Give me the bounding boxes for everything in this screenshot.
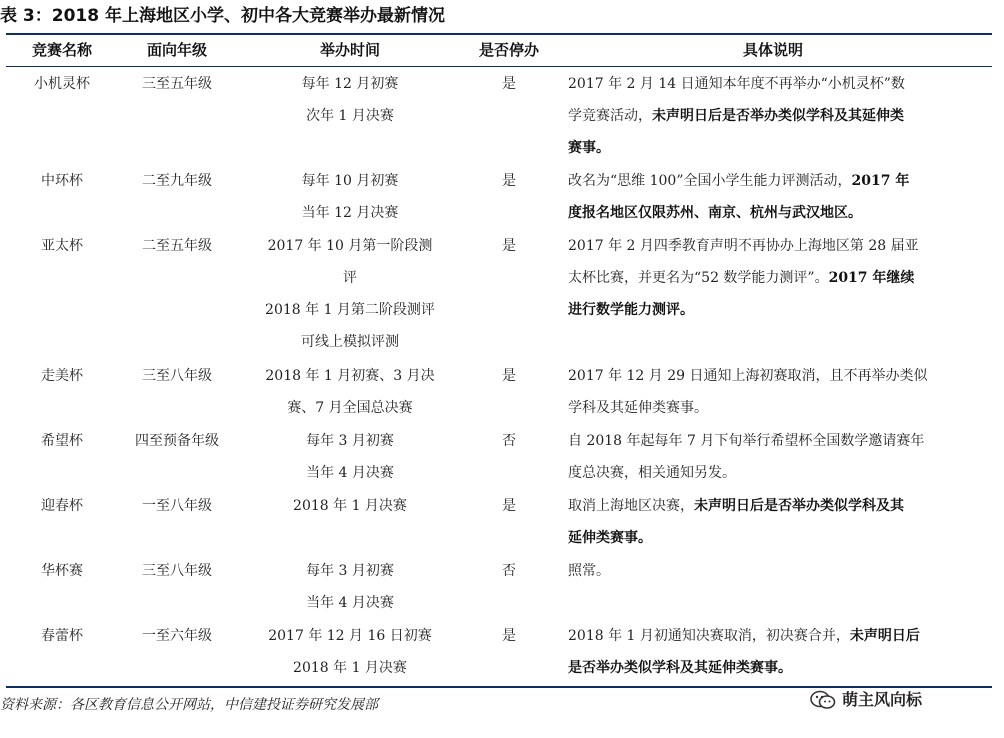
source-note: 资料来源：各区教育信息公开网站，中信建投证券研究发展部 [0, 697, 378, 713]
competition-name: 走美杯 [41, 368, 83, 384]
description-cell [554, 165, 992, 229]
competition-name-cell [6, 490, 118, 522]
description-line [568, 68, 976, 100]
description-text: 改名为“思维 100”全国小学生能力评测活动， [568, 173, 852, 189]
time-line: 次年 1 月决赛 [306, 108, 394, 124]
description-text: 照常。 [568, 563, 610, 579]
description-text: 延伸类赛事。 [568, 530, 652, 546]
grade-value: 一至八年级 [142, 498, 212, 514]
header-competition-name: 竞赛名称 [31, 41, 92, 59]
time-cell [236, 620, 464, 684]
competition-name: 中环杯 [41, 173, 83, 189]
description-line [568, 360, 976, 392]
description-text: 2017 年 2 月 14 日通知本年度不再举办“小机灵杯”数 [568, 76, 905, 92]
time-line: 当年 4 月决赛 [306, 465, 394, 481]
time-line: 2018 年 1 月决赛 [293, 498, 407, 514]
description-text: 赛事。 [568, 140, 610, 156]
stopped-cell [464, 230, 554, 262]
time-line: 当年 4 月决赛 [306, 595, 394, 611]
time-cell [236, 555, 464, 619]
description-line [568, 262, 976, 294]
description-cell [554, 490, 992, 554]
description-line [568, 522, 976, 554]
time-line: 2017 年 10 月第一阶段测 [267, 238, 433, 254]
watermark [810, 687, 922, 713]
grade-cell [118, 360, 236, 392]
description-cell [554, 425, 992, 489]
description-text: 取消上海地区决赛， [568, 498, 694, 514]
description-cell [554, 230, 992, 326]
description-line [568, 652, 976, 684]
description-text: 2017 年 12 月 29 日通知上海初赛取消，且不再举办类似 [568, 368, 928, 384]
description-text: 2017 年 2 月四季教育声明不再协办上海地区第 28 届亚 [568, 238, 919, 254]
competition-name-cell [6, 165, 118, 197]
description-bold-text: 2017 年 [851, 173, 910, 189]
description-line [568, 457, 976, 489]
grade-cell [118, 165, 236, 197]
competition-name: 亚太杯 [41, 238, 83, 254]
time-line: 每年 12 月初赛 [301, 76, 399, 92]
description-bold-text: 2017 年继续 [828, 270, 915, 286]
grade-value: 三至五年级 [142, 76, 212, 92]
time-line: 2017 年 12 月 16 日初赛 [268, 628, 432, 644]
description-line [568, 165, 976, 197]
description-line [568, 425, 976, 457]
time-line: 赛、7 月全国总决赛 [287, 400, 413, 416]
stopped-cell [464, 620, 554, 652]
description-cell [554, 555, 992, 587]
competition-name: 小机灵杯 [34, 76, 90, 92]
stopped-value: 是 [502, 628, 516, 644]
stopped-value: 是 [502, 76, 516, 92]
competition-name-cell [6, 230, 118, 262]
grade-cell [118, 490, 236, 522]
description-text: 2018 年 1 月初通知决赛取消，初决赛合并， [568, 628, 850, 644]
time-line: 每年 10 月初赛 [301, 173, 399, 189]
description-line [568, 132, 976, 164]
description-bold-text: 未声明日后 [849, 628, 920, 644]
competition-name: 迎春杯 [41, 498, 83, 514]
stopped-value: 否 [502, 433, 516, 449]
competition-name: 希望杯 [41, 433, 83, 449]
stopped-cell [464, 425, 554, 457]
stopped-cell [464, 360, 554, 392]
grade-value: 二至九年级 [142, 173, 212, 189]
grade-cell [118, 68, 236, 100]
description-text: 学科及其延伸类赛事。 [568, 400, 708, 416]
stopped-value: 是 [502, 238, 516, 254]
description-line [568, 392, 976, 424]
competition-name-cell [6, 425, 118, 457]
stopped-value: 是 [502, 368, 516, 384]
description-text: 进行数学能力测评。 [568, 302, 694, 318]
description-bold-text: 未声明日后是否举办类似学科及其延伸类 [652, 108, 904, 124]
time-line: 每年 3 月初赛 [306, 563, 394, 579]
wechat-icon [810, 690, 836, 710]
grade-value: 三至八年级 [142, 563, 212, 579]
time-cell [236, 230, 464, 358]
time-cell [236, 360, 464, 424]
description-line [568, 100, 976, 132]
header-description: 具体说明 [742, 41, 803, 59]
grade-value: 四至预备年级 [135, 433, 219, 449]
stopped-value: 是 [502, 498, 516, 514]
stopped-value: 否 [502, 563, 516, 579]
time-line: 当年 12 月决赛 [301, 205, 399, 221]
watermark-text: 萌主风向标 [842, 690, 923, 709]
description-text: 度报名地区仅限苏州、南京、杭州与武汉地区。 [568, 205, 862, 221]
table-title: 表 3：2018 年上海地区小学、初中各大竞赛举办最新情况 [0, 6, 445, 26]
header-rule [6, 66, 992, 67]
description-text: 学竞赛活动， [568, 108, 652, 124]
stopped-cell [464, 68, 554, 100]
description-cell [554, 68, 992, 164]
grade-cell [118, 555, 236, 587]
time-line: 评 [343, 270, 357, 286]
description-cell [554, 360, 992, 424]
description-text: 自 2018 年起每年 7 月下旬举行希望杯全国数学邀请赛年 [568, 433, 925, 449]
time-line: 2018 年 1 月第二阶段测评 [265, 302, 435, 318]
grade-value: 二至五年级 [142, 238, 212, 254]
grade-value: 一至六年级 [142, 628, 212, 644]
description-text: 太杯比赛，并更名为“52 数学能力测评”。 [568, 270, 829, 286]
description-line [568, 490, 976, 522]
competition-name: 春蕾杯 [41, 628, 83, 644]
description-line [568, 620, 976, 652]
time-line: 2018 年 1 月初赛、3 月决 [265, 368, 435, 384]
time-cell [236, 165, 464, 229]
description-line [568, 555, 976, 587]
competition-name-cell [6, 620, 118, 652]
description-line [568, 230, 976, 262]
stopped-value: 是 [502, 173, 516, 189]
time-cell [236, 68, 464, 132]
time-line: 2018 年 1 月决赛 [293, 660, 407, 676]
grade-cell [118, 230, 236, 262]
time-cell [236, 490, 464, 522]
competition-name: 华杯赛 [41, 563, 83, 579]
competition-name-cell [6, 360, 118, 392]
header-time: 举办时间 [319, 41, 380, 59]
description-cell [554, 620, 992, 684]
description-bold-text: 未声明日后是否举办类似学科及其 [694, 498, 904, 514]
header-grade: 面向年级 [146, 41, 207, 59]
description-line [568, 197, 976, 229]
description-text: 度总决赛，相关通知另发。 [568, 465, 736, 481]
description-text: 是否举办类似学科及其延伸类赛事。 [568, 660, 792, 676]
stopped-cell [464, 490, 554, 522]
time-cell [236, 425, 464, 489]
competition-name-cell [6, 555, 118, 587]
grade-cell [118, 425, 236, 457]
description-line [568, 294, 976, 326]
time-line: 可线上模拟评测 [301, 334, 399, 350]
stopped-cell [464, 555, 554, 587]
time-line: 每年 3 月初赛 [306, 433, 394, 449]
header-stopped: 是否停办 [478, 41, 539, 59]
grade-value: 三至八年级 [142, 368, 212, 384]
competition-name-cell [6, 68, 118, 100]
grade-cell [118, 620, 236, 652]
stopped-cell [464, 165, 554, 197]
